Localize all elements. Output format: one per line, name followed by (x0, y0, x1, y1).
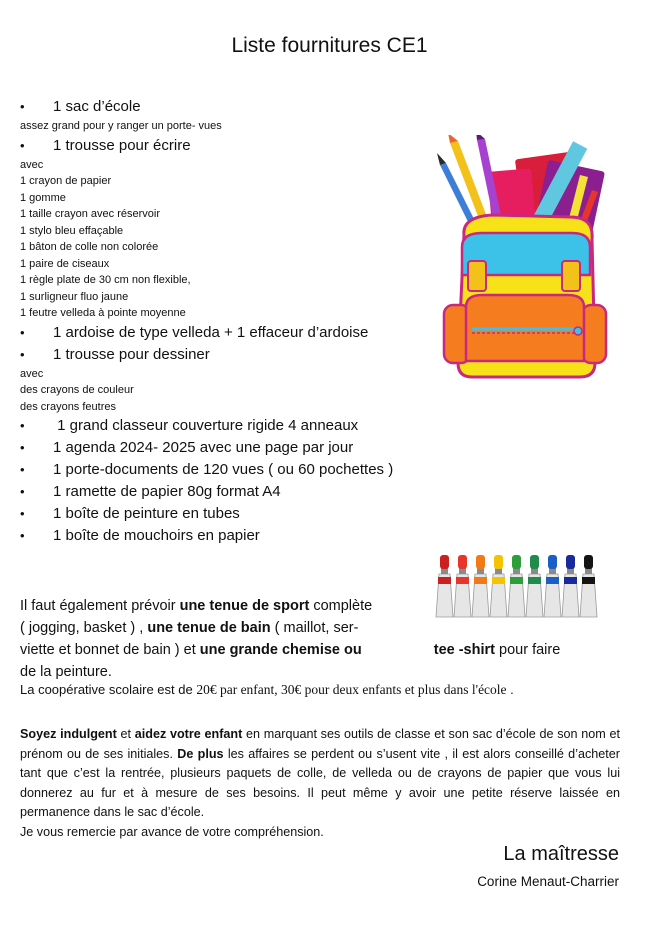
supply-item (20, 525, 440, 547)
supply-item-note: des crayons feutres (20, 400, 116, 413)
sport-text-1: Il faut également prévoir (20, 598, 180, 614)
sport-text-3: ( jogging, basket ) , (20, 620, 148, 636)
supply-item-label: 1 boîte de peinture en tubes (53, 505, 240, 522)
supply-item-note: 1 gomme (20, 191, 66, 204)
bullet: • (20, 418, 25, 433)
school-backpack-illustration (432, 135, 617, 385)
bullet: • (20, 528, 25, 543)
supply-item-note: 1 feutre velleda à pointe moyenne (20, 307, 186, 319)
supply-item-label: 1 grand classeur couverture rigide 4 anneaux (53, 417, 359, 434)
bullet: • (20, 324, 25, 340)
sport-text-7: de la peinture. (20, 664, 112, 680)
advice-text-3: les affaires se perdent ou s’usent vite , il est alors conseillé d’acheter tant que c’est la rentrée, plusieurs paquets de colle, de velleda ou de crayons de papier que vous lui donnerez au fur et à mesure de ses besoins. Il peut même y avoir une petite réserve laissée en permanence dans le sac d’école. (20, 746, 620, 819)
sport-text-2: complète (309, 598, 373, 614)
bullet: • (20, 346, 25, 362)
advice-text-2: en marquant ses outils de classe et son sac d’école de son nom et prénom ou de ses initiales. (20, 727, 621, 761)
coop-amounts: 20€ par enfant, 30€ pour deux enfants et plus dans l'école (196, 682, 507, 697)
advice-paragraph (20, 725, 620, 842)
supply-item-note: 1 paire de ciseaux (20, 257, 110, 270)
coop-text-3: . (506, 682, 514, 697)
swim-outfit: une tenue de bain (147, 620, 271, 636)
advice-text-1: et (116, 727, 135, 741)
supply-item-label: 1 agenda 2024- 2025 avec une page par jour (53, 439, 354, 456)
supply-item-note: 1 bâton de colle non colorée (20, 241, 159, 253)
sport-text-6: pour faire (494, 642, 561, 658)
supply-item-label: 1 boîte de mouchoirs en papier (53, 527, 260, 544)
sport-outfit: une tenue de sport (179, 598, 310, 614)
supply-item-note: 1 taille crayon avec réservoir (20, 208, 161, 220)
bullet: • (20, 137, 25, 153)
supply-item (20, 415, 440, 437)
supply-item-note: avec (20, 367, 44, 380)
advice-bold-1: Soyez indulgent (20, 727, 117, 741)
supply-item-label: 1 trousse pour écrire (53, 136, 191, 154)
supply-item-note: 1 règle plate de 30 cm non flexible, (20, 274, 191, 286)
supply-item-label: 1 sac d’école (53, 98, 141, 115)
shirt-item: une grande chemise ou (199, 642, 362, 658)
supply-item-label: 1 porte-documents de 120 vues ( ou 60 pochettes ) (53, 461, 394, 478)
supply-item (20, 437, 440, 459)
thanks-line: Je vous remercie par avance de votre compréhension. (20, 824, 324, 839)
supply-item-label: 1 trousse pour dessiner (53, 345, 210, 363)
supply-item (20, 322, 440, 344)
signature-role: La maîtresse (503, 843, 619, 865)
supply-item-note: 1 crayon de papier (20, 175, 112, 187)
supply-list (20, 96, 440, 547)
bullet: • (20, 484, 25, 499)
signature-name: Corine Menaut-Charrier (477, 874, 619, 889)
supply-item-note: des crayons de couleur (20, 384, 134, 396)
sport-text-5: viette et bonnet de bain ) et (20, 642, 200, 658)
supply-item (20, 96, 440, 118)
sport-paragraph (20, 595, 620, 683)
page-title: Liste fournitures CE1 (231, 34, 428, 57)
bullet: • (20, 99, 25, 114)
tee-shirt-item: tee -shirt (433, 642, 495, 658)
supply-item-note: assez grand pour y ranger un porte- vues (20, 120, 222, 132)
supply-item-label: 1 ardoise de type velleda + 1 effaceur d’ardoise (53, 323, 369, 341)
supply-item (20, 459, 440, 481)
bullet: • (20, 440, 25, 455)
advice-bold-3: De plus (177, 746, 224, 761)
sport-text-4: ( maillot, ser- (270, 620, 359, 636)
supply-item (20, 481, 440, 503)
supply-item (20, 135, 440, 157)
cooperative-fee (20, 682, 514, 698)
bullet: • (20, 462, 25, 477)
supply-item-label: 1 ramette de papier 80g format A4 (53, 483, 281, 500)
supply-item-note: avec (20, 158, 44, 171)
supply-item (20, 344, 440, 366)
bullet: • (20, 506, 25, 521)
coop-text-1: La coopérative scolaire est de (20, 682, 197, 697)
supply-item-note: 1 surligneur fluo jaune (20, 290, 129, 303)
supply-item (20, 503, 440, 525)
advice-bold-2: aidez votre enfant (134, 727, 243, 741)
supply-item-note: 1 stylo bleu effaçable (20, 224, 124, 237)
